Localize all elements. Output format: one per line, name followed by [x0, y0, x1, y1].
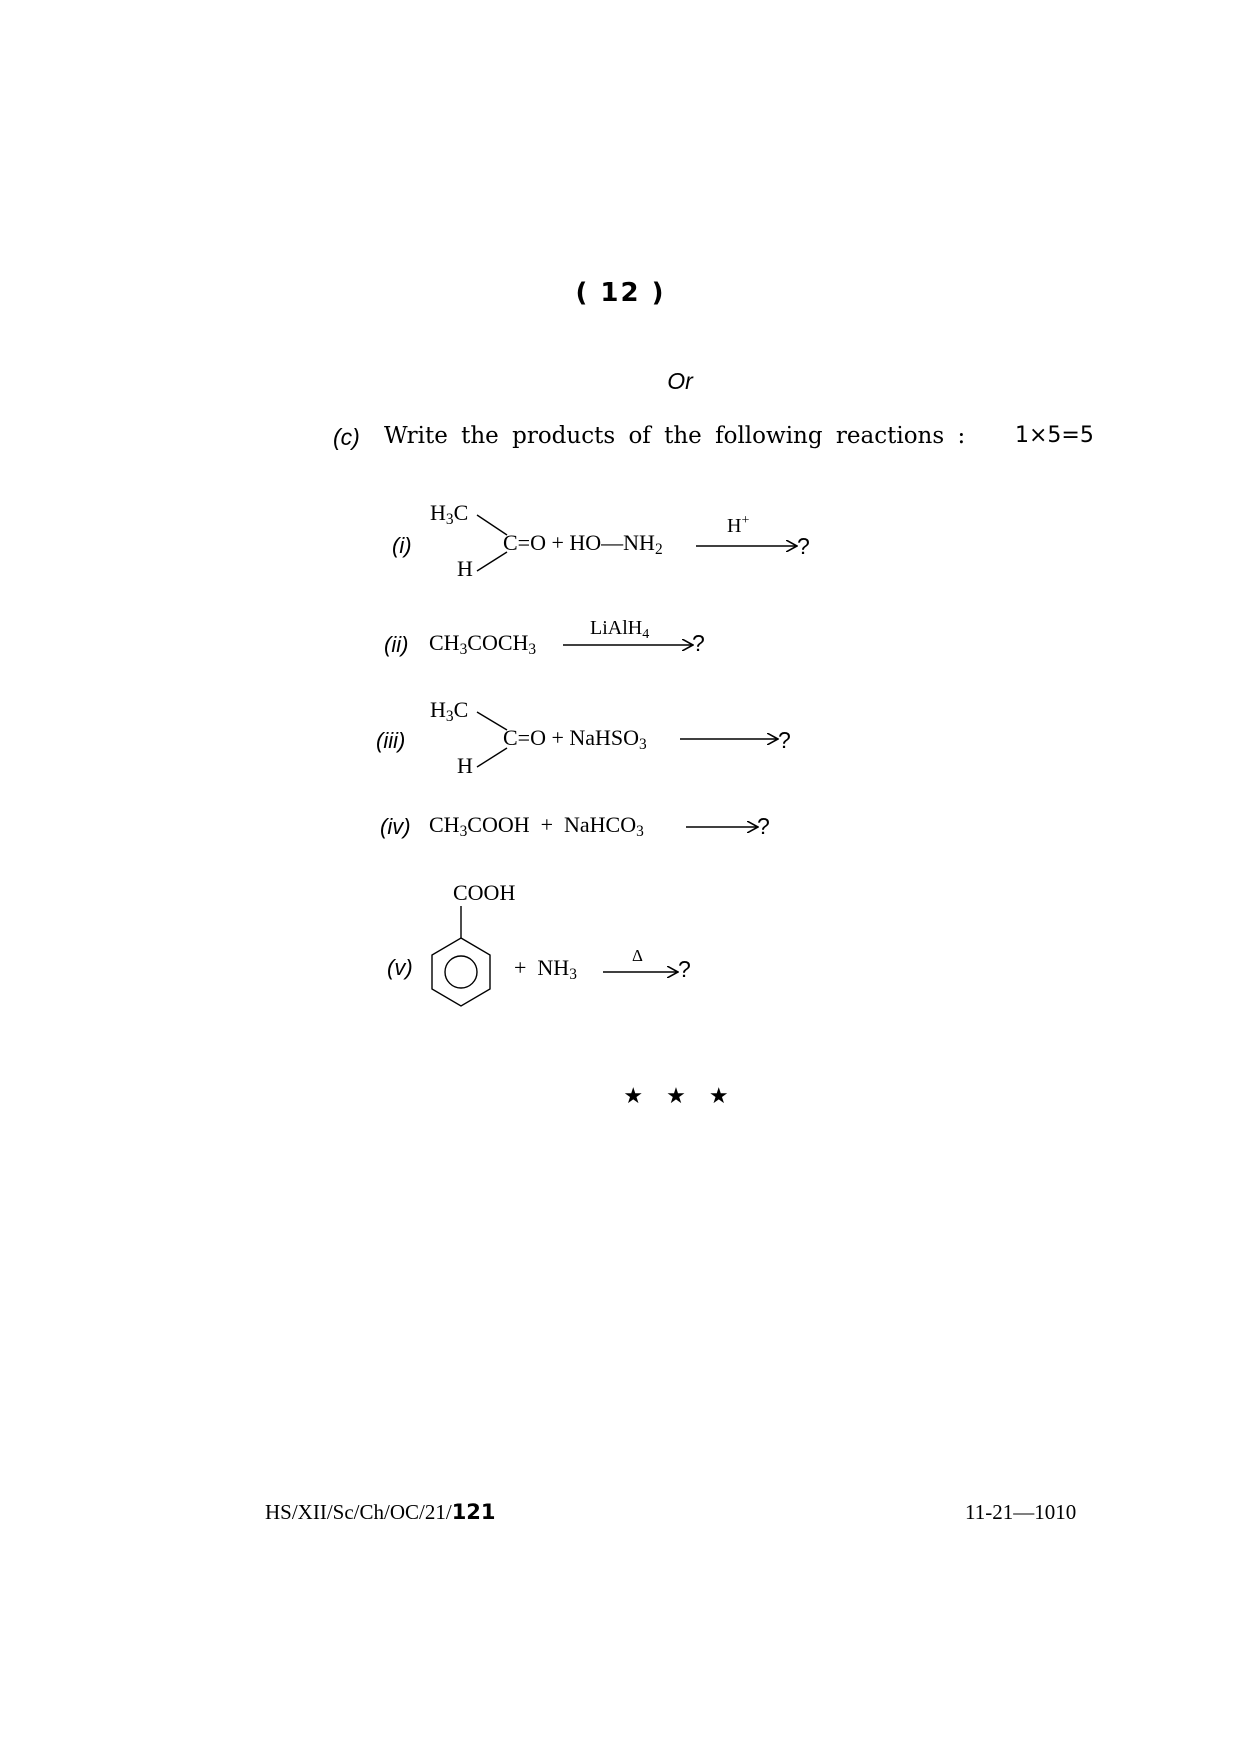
reaction-iii-top-group: $H_3C$: [430, 697, 469, 725]
reaction-v-product: ?: [678, 956, 691, 982]
reaction-label-iii: (iii): [376, 728, 406, 753]
footer-paper-code: HS/XII/Sc/Ch/OC/21/121: [265, 1500, 496, 1524]
reaction-iii-bottom-group: H: [457, 753, 473, 778]
footer-print-code: 11-21—1010: [965, 1500, 1077, 1524]
reaction-i-center: $C=O + HO—NH_2$: [503, 530, 663, 558]
reaction-i-product: ?: [797, 533, 810, 559]
reaction-i-top-group: $H_3C$: [430, 500, 469, 528]
reaction-ii-reactant: $CH_3COCH_3$: [429, 630, 537, 658]
reaction-label-iv: (iv): [380, 814, 411, 839]
or-label: Or: [667, 368, 693, 394]
reaction-ii-product: ?: [692, 630, 705, 656]
reaction-iii-product: ?: [778, 727, 791, 753]
reaction-v-substituent: COOH: [453, 880, 516, 905]
reaction-iii-center: C=O + NaHSO$_3$: [503, 725, 647, 753]
reaction-ii-reagent: LiAlH$_4$: [590, 617, 650, 642]
question-text: Write the products of the following reactions :: [384, 423, 966, 449]
reaction-iv-reactant: $CH_3COOH$ + NaHCO$_3$: [429, 812, 644, 840]
benzene-ring: [432, 938, 490, 1006]
reaction-iv-product: ?: [757, 813, 770, 839]
reaction-label-i: (i): [392, 533, 412, 558]
end-stars: ★ ★ ★: [623, 1084, 737, 1109]
reaction-v-partner: + $NH_3$: [514, 955, 577, 983]
reaction-label-v: (v): [387, 955, 413, 980]
reaction-v-condition: Δ: [632, 946, 643, 965]
page-number: ( 12 ): [575, 278, 666, 308]
reaction-i-reagent: H+: [727, 513, 750, 537]
reaction-i-bottom-group: H: [457, 556, 473, 581]
benzene-inner-circle: [445, 956, 477, 988]
question-label: (c): [333, 424, 360, 450]
reaction-label-ii: (ii): [384, 632, 409, 657]
question-marks: 1×5=5: [1015, 423, 1094, 448]
